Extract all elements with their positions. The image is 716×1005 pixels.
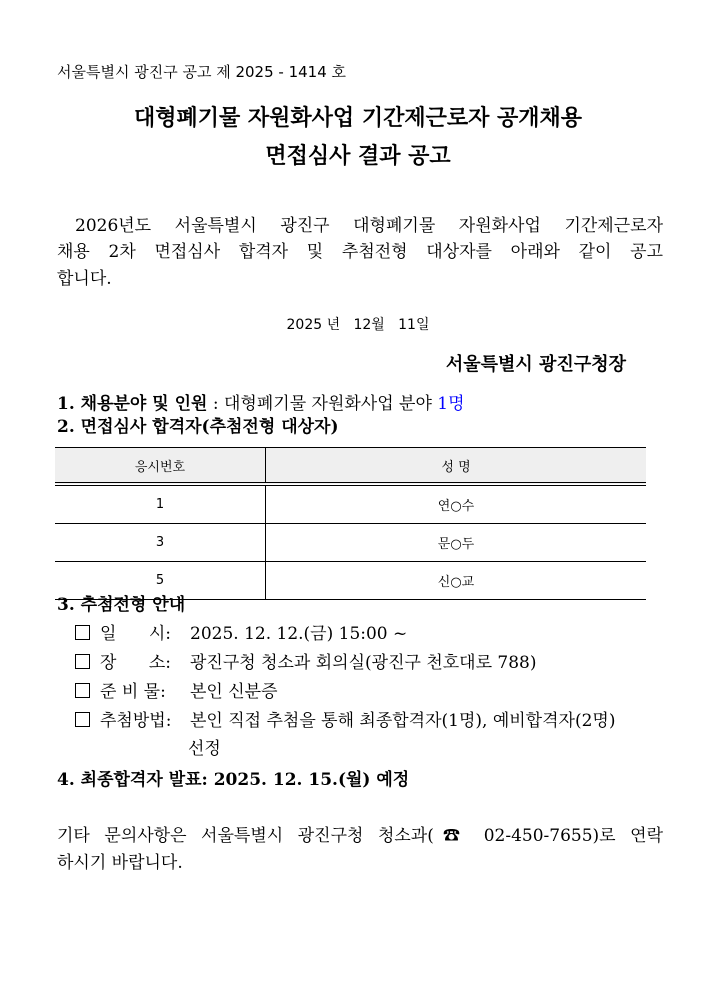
checkbox-icon [75, 712, 90, 727]
applicant-number: 5 [55, 562, 266, 600]
results-table [55, 447, 646, 600]
footer-line-2: 하시기 바랍니다. [57, 853, 183, 873]
checkbox-icon [75, 654, 90, 669]
section-1-count: 1명 [437, 394, 465, 414]
lottery-item-method-cont: 선정 [188, 739, 221, 759]
item-value: 광진구청 청소과 회의실(광진구 천호대로 788) [190, 653, 537, 673]
title-line-2: 면접심사 결과 공고 [265, 144, 451, 169]
item-label: 일 시: [100, 624, 171, 644]
table-row [55, 524, 646, 562]
section-1-heading: 1. 채용분야 및 인원 [57, 394, 208, 414]
applicant-name: 연○수 [266, 484, 647, 524]
lottery-item-prep [75, 683, 278, 701]
applicant-number: 3 [55, 524, 266, 562]
title-line-1: 대형폐기물 자원화사업 기간제근로자 공개채용 [133, 106, 583, 131]
footer-line-1: 기타 문의사항은 서울특별시 광진구청 청소과(☎ 02-450-7655)로 연락 [57, 826, 663, 846]
announcement-date: 2025 년 12월 11일 [286, 317, 430, 333]
notice-number: 서울특별시 광진구 공고 제 2025 - 1414 호 [57, 63, 347, 81]
signature: 서울특별시 광진구청장 [445, 354, 626, 375]
section-2-heading: 2. 면접심사 합격자(추첨전형 대상자) [57, 417, 339, 437]
applicant-number: 1 [55, 484, 266, 524]
lottery-item-place [75, 654, 537, 672]
table-header-row [55, 448, 646, 485]
applicant-name: 문○두 [266, 524, 647, 562]
intro-line-2: 채용 2차 면접심사 합격자 및 추첨전형 대상자를 아래와 같이 공고 [57, 242, 663, 262]
item-label: 추첨방법: [100, 711, 172, 731]
table-row [55, 562, 646, 600]
header-applicant-number: 응시번호 [55, 448, 266, 485]
section-1-text: : 대형폐기물 자원화사업 분야 [207, 394, 438, 414]
section-3-heading: 3. 추첨전형 안내 [57, 595, 186, 615]
checkbox-icon [75, 683, 90, 698]
applicant-name: 신○교 [266, 562, 647, 600]
table-row [55, 484, 646, 524]
item-value: 본인 직접 추첨을 통해 최종합격자(1명), 예비합격자(2명) [190, 711, 616, 731]
lottery-item-date [75, 625, 407, 643]
section-4-heading: 4. 최종합격자 발표: 2025. 12. 15.(월) 예정 [57, 770, 410, 790]
intro-line-3: 합니다. [57, 269, 112, 289]
item-label: 준 비 물: [100, 682, 166, 702]
item-value: 본인 신분증 [190, 682, 278, 702]
header-name: 성 명 [266, 448, 647, 485]
item-label: 장 소: [100, 653, 171, 673]
section-1 [57, 396, 465, 413]
checkbox-icon [75, 625, 90, 640]
intro-line-1: 2026년도 서울특별시 광진구 대형폐기물 자원화사업 기간제근로자 [75, 216, 663, 236]
lottery-item-method [75, 712, 615, 730]
item-value: 2025. 12. 12.(금) 15:00 ~ [190, 624, 408, 644]
